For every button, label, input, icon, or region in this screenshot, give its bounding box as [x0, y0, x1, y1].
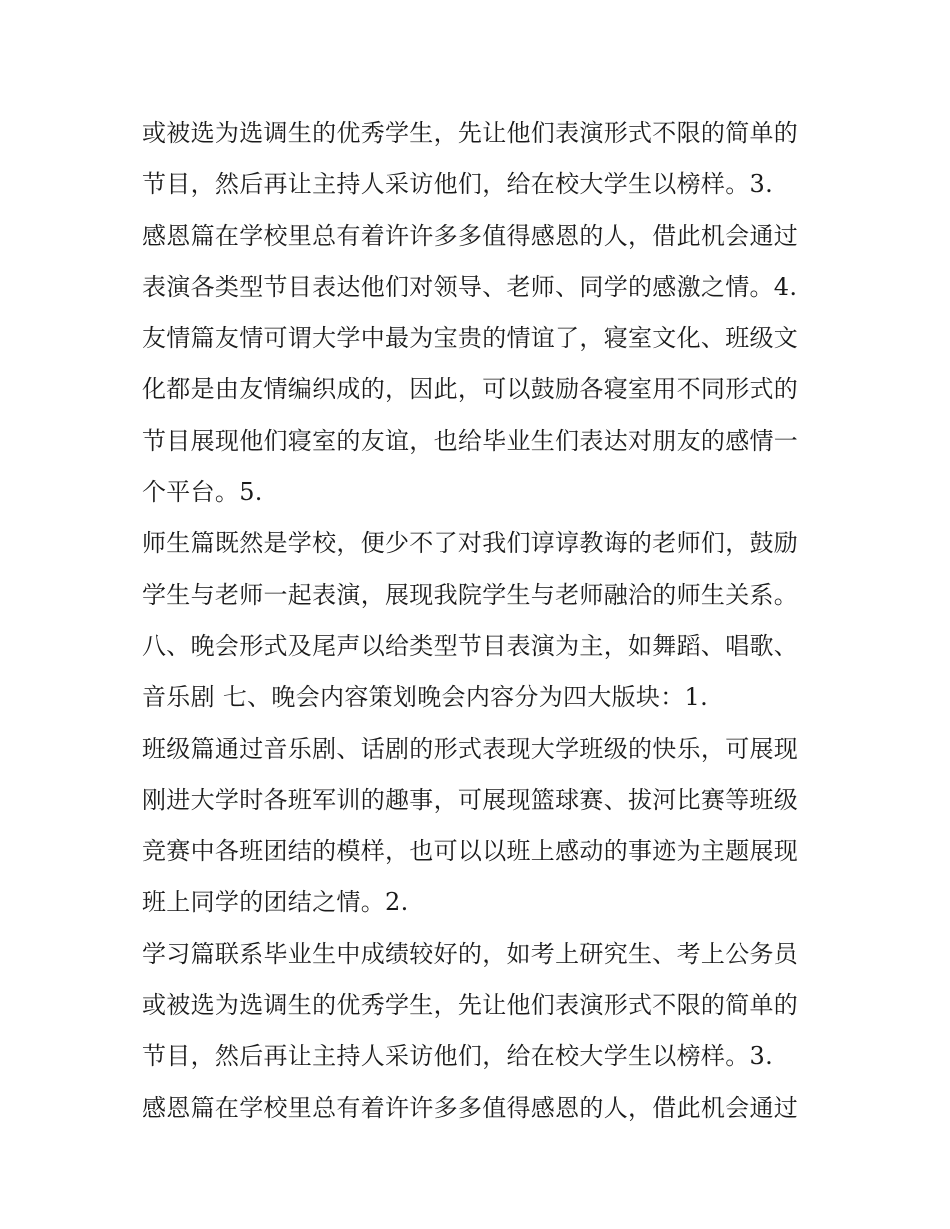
text-line: 感恩篇在学校里总有着许许多多值得感恩的人，借此机会通过	[142, 1093, 799, 1122]
text-line: 化都是由友情编织成的，因此，可以鼓励各寝室用不同形式的	[142, 375, 799, 404]
text-line: 竞赛中各班团结的模样，也可以以班上感动的事迹为主题展现	[142, 837, 799, 866]
text-line: 学生与老师一起表演，展现我院学生与老师融洽的师生关系。	[142, 580, 799, 609]
text-line: 感恩篇在学校里总有着许许多多值得感恩的人，借此机会通过	[142, 221, 799, 250]
body-text	[142, 108, 822, 1134]
text-line: 学习篇联系毕业生中成绩较好的，如考上研究生、考上公务员	[142, 939, 799, 968]
text-line: 友情篇友情可谓大学中最为宝贵的情谊了，寝室文化、班级文	[142, 324, 799, 353]
text-line: 或被选为选调生的优秀学生，先让他们表演形式不限的简单的	[142, 119, 799, 147]
text-line: 班上同学的团结之情。2.	[142, 888, 409, 917]
text-line: 或被选为选调生的优秀学生，先让他们表演形式不限的简单的	[142, 991, 799, 1020]
text-line: 音乐剧 七、晚会内容策划晚会内容分为四大版块：1.	[142, 683, 709, 712]
text-line: 节目展现他们寝室的友谊，也给毕业生们表达对朋友的感情一	[142, 426, 799, 455]
text-line: 表演各类型节目表达他们对领导、老师、同学的感激之情。4.	[142, 272, 798, 301]
text-line: 刚进大学时各班军训的趣事，可展现篮球赛、拔河比赛等班级	[142, 785, 799, 814]
text-line: 个平台。5.	[142, 478, 263, 507]
text-line: 节目，然后再让主持人采访他们，给在校大学生以榜样。3.	[142, 170, 773, 199]
text-line: 师生篇既然是学校，便少不了对我们谆谆教诲的老师们，鼓励	[142, 529, 799, 558]
text-line: 八、晚会形式及尾声以给类型节目表演为主，如舞蹈、唱歌、	[142, 631, 799, 660]
text-line: 班级篇通过音乐剧、话剧的形式表现大学班级的快乐，可展现	[142, 734, 799, 763]
text-line: 节目，然后再让主持人采访他们，给在校大学生以榜样。3.	[142, 1042, 773, 1071]
